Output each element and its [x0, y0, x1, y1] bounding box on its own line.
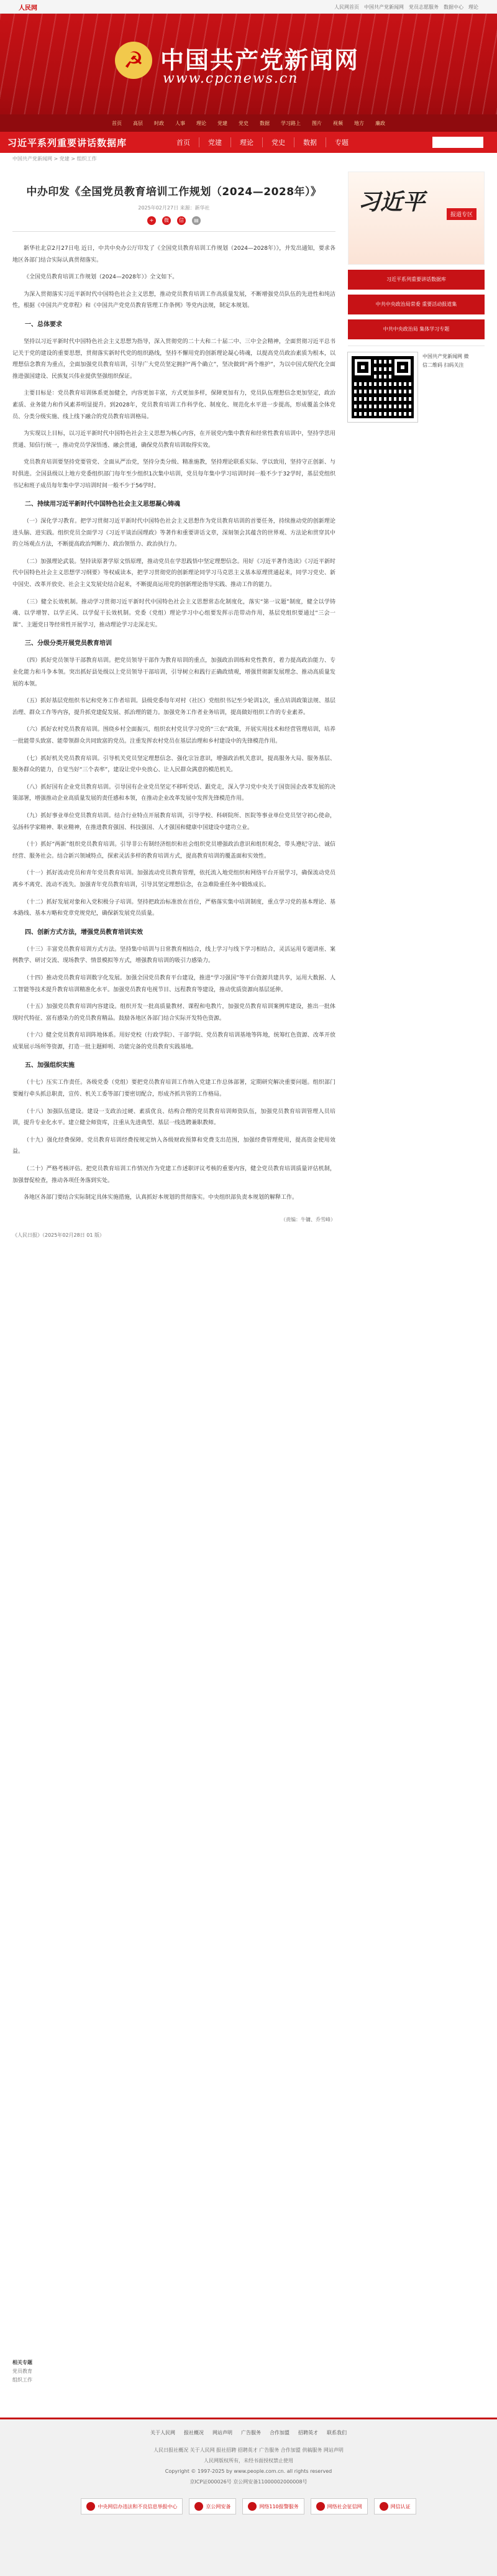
banner-tag: 报道专区	[447, 208, 476, 220]
article-paragraph: （十六）健全党员教育培训阵地体系。用好党校（行政学院）、干部学院、党员教育培训基地等阵地，统筹红色资源、改革开放成果展示场所等资源，打造一批主题鲜明、功能完备的党员教育实践基地。	[12, 1032, 335, 1050]
article-paragraph: 《全国党员教育培训工作规划（2024—2028年）》全文如下。	[24, 274, 178, 281]
nav-item[interactable]: 人事	[175, 120, 185, 126]
section-heading: 三、分级分类开展党员教育培训	[25, 640, 112, 648]
top-link[interactable]: 人民网首页	[334, 4, 359, 10]
site-header	[0, 14, 497, 114]
top-links	[334, 4, 478, 11]
report-center-badge[interactable]	[81, 2498, 183, 2514]
qr-block	[348, 352, 485, 422]
nav-item[interactable]: 学习路上	[281, 120, 301, 126]
article-title: 中办印发《全国党员教育培训工作规划（2024—2028年）》	[26, 186, 322, 198]
qr-caption: 中国共产党新闻网 微信二维码 扫码关注	[422, 354, 469, 368]
article-paragraph: （十）抓好“两新”组织党员教育培训。引导非公有制经济组织和社会组织党员增强政治意识和组织观念，带头遵纪守法、诚信经营、服务社会。结合新兴领域特点，探索灵活多样的教育培训方式，提高教育培训的覆盖面和实效性。	[12, 841, 335, 859]
top-link[interactable]: 党员志愿服务	[409, 4, 439, 10]
footer-link[interactable]: 关于人民网	[150, 2430, 175, 2436]
wechat-qr-code	[348, 352, 417, 422]
badge-label: 网信认证	[390, 2503, 411, 2510]
footer-link[interactable]: 合作加盟	[270, 2430, 290, 2436]
channel-tab[interactable]: 数据	[294, 137, 326, 147]
share-tools	[12, 216, 335, 225]
related-topics	[12, 2358, 32, 2385]
channel-bar	[0, 132, 497, 153]
footer-row: 人民网版权所有，未经书面授权禁止使用	[204, 2458, 293, 2464]
badge-icon	[248, 2502, 257, 2511]
nav-item[interactable]: 首页	[112, 120, 122, 126]
badge-icon	[194, 2502, 203, 2511]
top-link[interactable]: 数据中心	[444, 4, 463, 10]
article-paragraph: （十一）抓好流动党员和青年党员教育培训。加强流动党员教育管理，依托流入地党组织和网络平台开展学习，确保流动党员离乡不离党、流动不流失。加强青年党员教育培训，引导其坚定理想信念，在急难险重任务中锻炼成长。	[12, 870, 335, 888]
nav-item[interactable]: 图片	[312, 120, 322, 126]
top-utility-bar	[0, 0, 497, 14]
article-main	[12, 172, 335, 1239]
breadcrumb[interactable]: 中国共产党新闻网 > 党建 > 组织工作	[12, 156, 97, 162]
right-sidebar	[348, 172, 485, 422]
nav-item[interactable]: 时政	[154, 120, 164, 126]
article-signoff: （责编：牛镛、乔雪峰）	[281, 1216, 335, 1222]
channel-tab[interactable]: 专题	[326, 137, 357, 147]
badge-label: 网络社会征信网	[327, 2503, 362, 2510]
nav-item[interactable]: 党史	[239, 120, 248, 126]
footer-link[interactable]: 网站声明	[212, 2430, 232, 2436]
print-icon[interactable]: ▤	[192, 216, 201, 225]
footer-links	[0, 2429, 497, 2436]
footer-badges	[0, 2498, 497, 2514]
article-paragraph: （十七）压实工作责任。各级党委（党组）要把党员教育培训工作纳入党建工作总体部署，定期研究解决重要问题。组织部门要履行牵头抓总职责，宣传、机关工委等部门要密切配合，形成齐抓共管的工作格局。	[12, 1079, 335, 1098]
top-link[interactable]: 中国共产党新闻网	[364, 4, 404, 10]
footer-link[interactable]: 广告服务	[241, 2430, 261, 2436]
article-paragraph: （九）抓好事业单位党员教育培训。结合行业特点开展教育培训，引导学校、科研院所、医院等事业单位党员坚守初心使命，弘扬科学家精神、职业精神，在推进教育强国、科技强国、人才强国和健康中国建设中建功立业。	[12, 812, 335, 831]
article-paragraph: 各地区各部门要结合实际制定具体实施措施，认真抓好本规划的贯彻落实。中央组织部负责本规划的解释工作。	[24, 1194, 298, 1201]
footer-link[interactable]: 报社概况	[184, 2430, 204, 2436]
nav-item[interactable]: 党建	[217, 120, 227, 126]
badge-icon	[86, 2502, 95, 2511]
channel-title[interactable]: 习近平系列重要讲话数据库	[7, 137, 127, 149]
wechat-icon[interactable]: 信	[177, 216, 186, 225]
section-heading: 一、总体要求	[25, 321, 62, 328]
badge-icon	[380, 2502, 388, 2511]
footer-row: 人民日报社概况 关于人民网 报社招聘 招聘英才 广告服务 合作加盟 供稿服务 网站声明	[153, 2447, 344, 2453]
people-logo[interactable]: 人民网	[19, 5, 37, 12]
footer-link[interactable]: 招聘英才	[298, 2430, 318, 2436]
section-heading: 二、持续用习近平新时代中国特色社会主义思想凝心铸魂	[25, 501, 180, 508]
channel-tabs	[168, 132, 357, 153]
article-paragraph: （十九）强化经费保障。党员教育培训经费按规定纳入各级财政预算和党费支出范围，加强经费管理使用，提高资金使用效益。	[12, 1137, 335, 1155]
section-heading: 五、加强组织实施	[25, 1062, 75, 1070]
footer-row: 京ICP证000026号 京公网安备11000002000008号	[189, 2479, 308, 2485]
standing-committee-button[interactable]: 中共中央政治局常委 重要活动报道集	[348, 295, 485, 314]
site-url: www.cpcnews.cn	[163, 71, 299, 86]
badge-icon	[316, 2502, 325, 2511]
article-source: 2025年02月27日 来源：新华社	[138, 205, 210, 211]
article-paragraph: （七）抓好机关党员教育培训。引导机关党员坚定理想信念、强化宗旨意识，增强政治机关意识，提高服务大局、服务基层、服务群众的能力，自觉当好“三个表率”，建设让党中央放心、让人民群众满意的模范机关。	[12, 755, 335, 774]
channel-tab[interactable]: 首页	[176, 139, 190, 147]
article-paragraph: 新华社北京2月27日电 近日，中共中央办公厅印发了《全国党员教育培训工作规划（2024—2028年）》，并发出通知，要求各地区各部门结合实际认真贯彻落实。	[12, 245, 335, 264]
search-input[interactable]	[432, 137, 483, 148]
article-paragraph: 坚持以习近平新时代中国特色社会主义思想为指导，深入贯彻党的二十大和二十届二中、三中全会精神，全面贯彻习近平总书记关于党的建设的重要思想，贯彻落实新时代党的组织路线，坚持不懈用党的创新理论凝心铸魂，以提高党员政治素质为根本，以理想信念教育为重点，全面加强党员教育培训，引导广大党员坚定拥护“两个确立”，坚决做到“两个维护”，为以中国式现代化全面推进强国建设、民族复兴伟业提供坚强组织保证。	[12, 338, 335, 380]
main-nav	[0, 114, 497, 132]
footer-link[interactable]: 联系我们	[327, 2430, 347, 2436]
article-paragraph: （二十）严格考核评估。把党员教育培训工作情况作为党建工作述职评议考核的重要内容，健全党员教育培训质量评估机制，加强督促检查，推动各项任务落到实处。	[12, 1166, 335, 1184]
share-icon[interactable]: +	[147, 216, 156, 225]
article-paragraph: （十二）抓好发展对象和入党积极分子培训。坚持把政治标准放在首位，严格落实集中培训制度，重点学习党的基本理论、基本路线、基本方略和党章党规党纪，确保新发展党员质量。	[12, 899, 335, 917]
related-topic-link[interactable]: 组织工作	[12, 2377, 32, 2383]
article-paragraph: （五）抓好基层党组织书记和党务工作者培训。县级党委每年对村（社区）党组织书记至少轮训1次，重点培训政策法规、基层治理、群众工作等内容，提升抓党建促发展、抓治理的能力。加强党务工作者业务培训，提高做好组织工作的专业素养。	[12, 698, 335, 716]
badge-label: 中央网信办违法和不良信息举报中心	[98, 2503, 178, 2510]
nav-item[interactable]: 高层	[133, 120, 143, 126]
xi-special-banner[interactable]	[348, 172, 485, 265]
top-link[interactable]: 理论	[468, 4, 478, 10]
banner-calligraphy: 习近平	[358, 189, 426, 215]
article-paragraph: （二）加强理论武装。坚持读原著学原文悟原理，推动党员在学思践悟中坚定理想信念。用好《习近平著作选读》《习近平新时代中国特色社会主义思想学习纲要》等权威读本，把学习贯彻党的创新理论同学习马克思主义基本原理贯通起来，同学习党史、新中国史、改革开放史、社会主义发展史结合起来，不断提高运用党的创新理论指导实践、推动工作的能力。	[12, 558, 335, 589]
party-emblem-icon: ☭	[115, 42, 152, 79]
site-footer	[0, 2418, 497, 2576]
nav-item[interactable]: 视频	[333, 120, 343, 126]
article-paragraph: （十三）丰富党员教育培训方式方法。坚持集中培训与日常教育相结合，线上学习与线下学习相结合，灵活运用专题讲座、案例教学、研讨交流、现场教学、情景模拟等方式，增强教育培训的吸引力感染力。	[12, 946, 335, 965]
article-print-source: 《人民日报》（2025年02月28日 01 版）	[12, 1232, 104, 1238]
article-paragraph: （八）抓好国有企业党员教育培训。引导国有企业党员坚定不移听党话、跟党走，深入学习党中央关于国资国企改革发展的决策部署，增强推动企业高质量发展的责任感和本领，在推动企业改革发展中发挥先锋模范作用。	[12, 784, 335, 802]
channel-tab[interactable]: 党史	[262, 137, 294, 147]
article-paragraph: （十五）加强党员教育培训内容建设。组织开发一批高质量教材、课程和电教片，加强党员教育培训案例库建设，推出一批体现时代特征、富有感染力的党员教育精品。鼓励各地区各部门结合实际开发特色资源。	[12, 1004, 335, 1022]
politburo-study-button[interactable]: 中共中央政治局 集体学习专题	[348, 319, 485, 339]
title-divider	[12, 231, 335, 232]
channel-tab[interactable]: 理论	[230, 137, 262, 147]
police-badge[interactable]	[189, 2498, 236, 2514]
related-topics-title: 相关专题	[12, 2360, 32, 2365]
site-title[interactable]: 中国共产党新闻网	[160, 46, 360, 74]
net110-badge[interactable]	[242, 2498, 304, 2514]
nav-item[interactable]: 理论	[196, 120, 206, 126]
article-paragraph: （十四）推动党员教育培训数字化发展。加强全国党员教育平台建设，推进“学习强国”等平台资源共建共享，运用大数据、人工智能等技术提升教育培训精准化水平。加强党员教育电视节目、远程教育等建设，推动优质资源向基层延伸。	[12, 974, 335, 993]
channel-tab[interactable]: 党建	[199, 137, 230, 147]
article-paragraph: （三）健全长效机制。推动学习贯彻习近平新时代中国特色社会主义思想常态化制度化，落实“第一议题”制度，健全以学铸魂、以学增智、以学正风、以学促干长效机制。党委（党组）理论学习中心组要发挥示范带动作用，基层党组织要通过“三会一课”、主题党日等经常性开展学习，推动理论学习走深走实。	[12, 598, 335, 628]
weibo-icon[interactable]: 微	[162, 216, 171, 225]
badge-label: 网络110报警服务	[259, 2503, 299, 2510]
article-paragraph: 为深入贯彻落实习近平新时代中国特色社会主义思想，推动党员教育培训工作高质量发展，不断增强党员队伍的先进性和纯洁性，根据《中国共产党章程》和《中国共产党党员教育管理工作条例》等党内法规，制定本规划。	[12, 291, 335, 309]
article-paragraph: （四）抓好党员领导干部教育培训。把党员领导干部作为教育培训的重点，加强政治训练和党性教育，着力提高政治能力、专业化能力和斗争本领。突出抓好县处级以上党员领导干部培训，引导树立和践行正确政绩观，增强贯彻新发展理念、推动高质量发展的本领。	[12, 658, 335, 687]
credit-badge[interactable]	[311, 2498, 368, 2514]
related-topic-link[interactable]: 党员教育	[12, 2368, 32, 2374]
article-paragraph: （六）抓好农村党员教育培训。围绕乡村全面振兴，组织农村党员学习党的“三农”政策，开展实用技术和经营管理培训，培养一批能带头致富、能带领群众共同致富的党员。注重发挥农村党员在基层治理和乡村建设中的先锋模范作用。	[12, 727, 335, 745]
article-paragraph: 主要目标是：党员教育培训体系更加健全，内容更加丰富，方式更加多样，保障更加有力，党员队伍理想信念更加坚定，政治素质、业务能力和作风素养明显提升。到2028年，党员教育培训工作科学化、制度化、规范化水平进一步提高，形成覆盖全体党员、分类分级实施、线上线下融合的党员教育培训格局。	[12, 390, 335, 420]
article-paragraph: 为实现以上目标，以习近平新时代中国特色社会主义思想为核心内容，在开展党内集中教育和经常性教育培训中，坚持学思用贯通、知信行统一，推动党员学深悟透、融会贯通，确保党员教育培训取得实效。	[12, 431, 335, 449]
footer-row: Copyright © 1997-2025 by www.people.com.cn. all rights reserved	[165, 2468, 332, 2474]
nav-item[interactable]: 廉政	[375, 120, 385, 126]
article-paragraph: 党员教育培训要坚持党要管党、全面从严治党，坚持分类分级、精准施教，坚持理论联系实际、学以致用，坚持守正创新、与时俱进。全国县级以上地方党委组织部门每年至少组织1次集中培训，党员每年集中学习培训时间一般不少于32学时，基层党组织书记和班子成员每年集中学习培训时间一般不少于56学时。	[12, 459, 335, 489]
section-heading: 四、创新方式方法，增强党员教育培训实效	[25, 928, 143, 936]
badge-label: 京公网安备	[206, 2503, 231, 2510]
article-paragraph: （十八）加强队伍建设。建设一支政治过硬、素质优良、结构合理的党员教育培训师资队伍，加强党员教育培训管理人员培训，提升专业化水平。建立健全师资库，注重从先进典型、基层一线选聘兼职教师。	[12, 1108, 335, 1127]
nav-item[interactable]: 数据	[260, 120, 270, 126]
article-paragraph: （一）深化学习教育。把学习贯彻习近平新时代中国特色社会主义思想作为党员教育培训的首要任务，持续推动党的创新理论进头脑、进实践。组织党员全面学习《习近平谈治国理政》等著作和重要讲话文章，深刻领会其蕴含的世界观、方法论和贯穿其中的立场观点方法，不断提高政治判断力、政治领悟力、政治执行力。	[12, 518, 335, 548]
nav-item[interactable]: 地方	[354, 120, 364, 126]
speech-database-button[interactable]: 习近平系列重要讲话数据库	[348, 270, 485, 290]
cac-badge[interactable]	[374, 2498, 416, 2514]
article-body	[12, 243, 335, 1204]
